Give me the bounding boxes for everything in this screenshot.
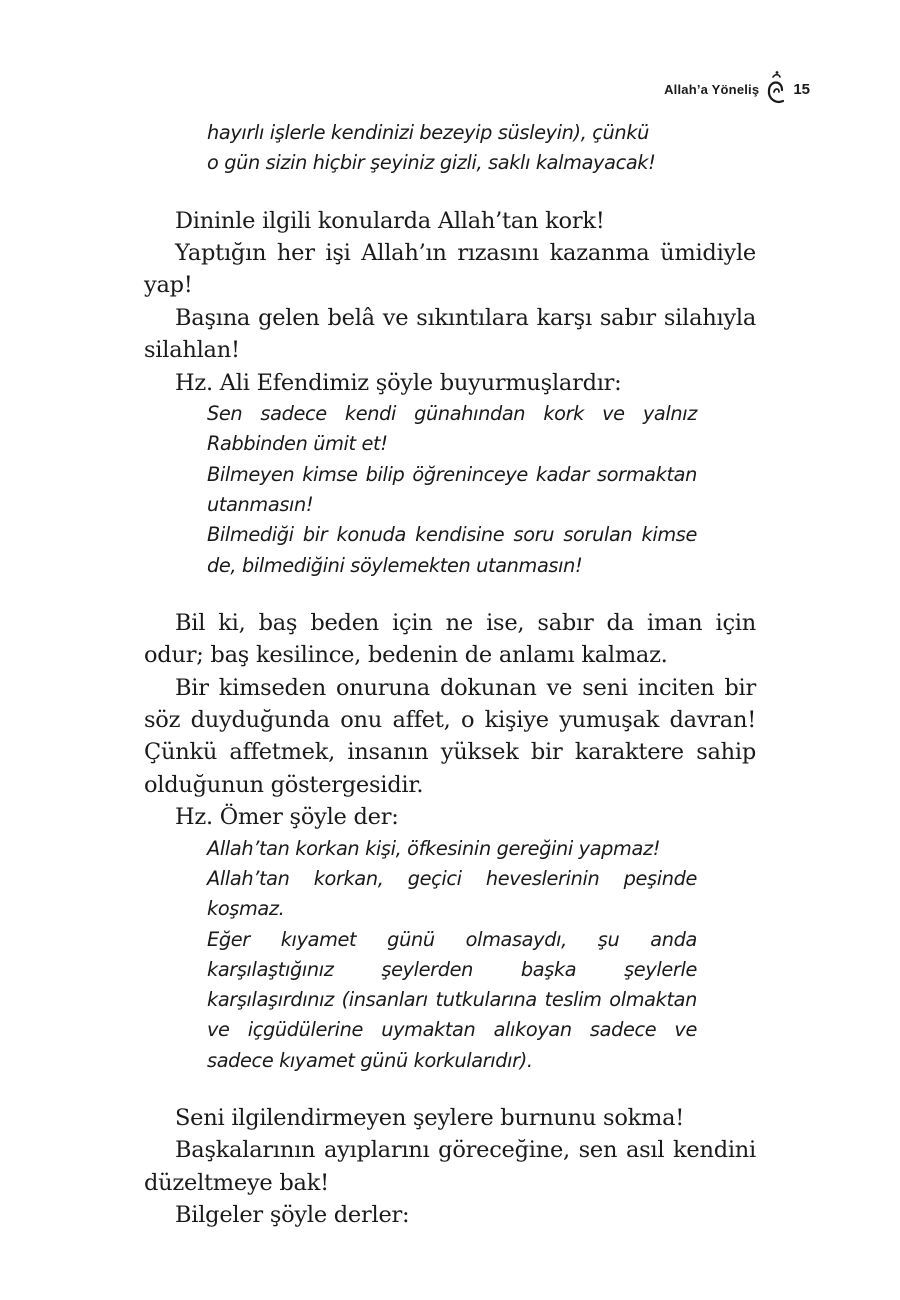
paragraph: Dininle ilgili konularda Allah’tan kork! <box>175 207 605 234</box>
quote-line: o gün sizin hiçbir şeyiniz gizli, saklı kalmayacak! <box>207 151 656 175</box>
quote-block <box>207 118 697 179</box>
paragraph: Bilgeler şöyle derler: <box>175 1202 410 1229</box>
paragraph: Bil ki, baş beden için ne ise, sabır da iman için odur; baş kesilince, bedenin de anlamı kalmaz. <box>144 609 756 669</box>
paragraph: Yaptığın her işi Allah’ın rızasını kazanma ümidiyle yap! <box>144 240 756 299</box>
quote-block <box>207 399 697 581</box>
body-text <box>144 118 756 1232</box>
calligraphic-ornament-icon <box>765 70 787 108</box>
page-number: 15 <box>793 80 810 98</box>
quote-line: Bilmediği bir konuda kendisine soru sorulan kimse de, bilmediğini söylemekten utanmasın! <box>207 523 697 577</box>
quote-line: hayırlı işlerle kendinizi bezeyip süsleyin), çünkü <box>207 121 649 144</box>
paragraph: Başına gelen belâ ve sıkıntılara karşı sabır silahıyla silahlan! <box>144 304 756 364</box>
paragraph: Bir kimseden onuruna dokunan ve seni inciten bir söz duyduğunda onu affet, o kişiye yumuşak davran! Çünkü affetmek, insanın yüksek bir karaktere sahip olduğunun göstergesidir. <box>144 674 756 798</box>
quote-line: Eğer kıyamet günü olmasaydı, şu anda karşılaştığınız şeylerden başka şeylerle karşılaşırdınız (insanları tutkularına teslim olmaktan ve içgüdülerine uymaktan alıkoyan sadece ve sadece kıyamet günü korkularıdır). <box>207 927 697 1072</box>
paragraph: Başkalarının ayıplarını göreceğine, sen asıl kendini düzeltmeye bak! <box>144 1137 756 1196</box>
paragraph: Hz. Ömer şöyle der: <box>175 804 399 831</box>
paragraph: Hz. Ali Efendimiz şöyle buyurmuşlardır: <box>175 369 622 396</box>
quote-line: Sen sadece kendi günahından kork ve yalnız Rabbinden ümit et! <box>207 402 697 456</box>
quote-block <box>207 834 697 1076</box>
quote-line: Allah’tan korkan kişi, öfkesinin gereğini yapmaz! <box>207 836 661 860</box>
quote-line: Bilmeyen kimse bilip öğreninceye kadar sormaktan utanmasın! <box>207 462 697 516</box>
running-title: Allah’a Yöneliş <box>664 81 760 97</box>
quote-line: Allah’tan korkan, geçici heveslerinin peşinde koşmaz. <box>207 866 697 921</box>
running-head <box>664 70 810 108</box>
paragraph: Seni ilgilendirmeyen şeylere burnunu sokma! <box>175 1105 685 1132</box>
